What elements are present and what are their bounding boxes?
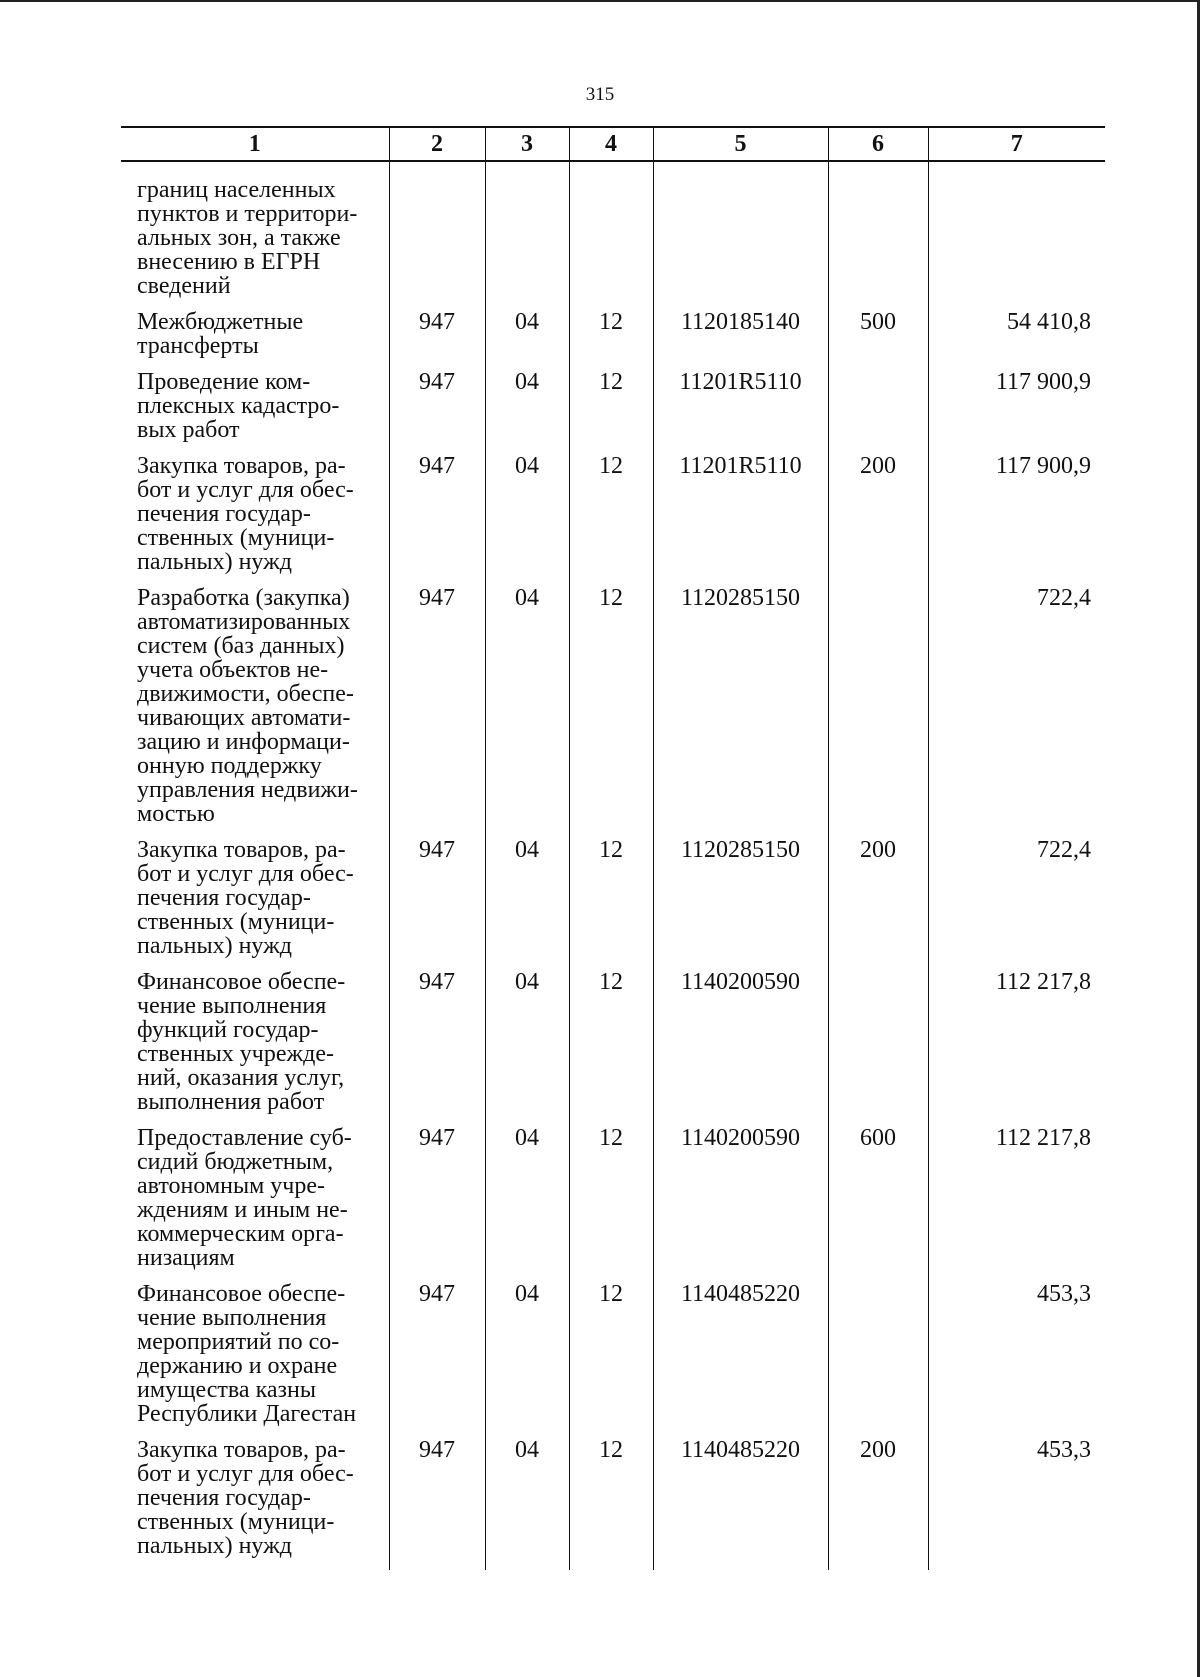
row-name-line: чение выполнения [137, 993, 327, 1019]
column-header-6: 6 [828, 127, 928, 161]
budget-table-container [121, 126, 1105, 1570]
section-cell: 04 [485, 370, 569, 454]
target-article-cell: 1140200590 [653, 1126, 828, 1282]
row-name-line: выполнения работ [137, 1089, 325, 1115]
row-name-line: пальных) нужд [137, 1533, 292, 1559]
target-article-cell: 1120285150 [653, 586, 828, 838]
admin-code-cell: 947 [389, 1126, 485, 1282]
expense-type-cell [828, 370, 928, 454]
column-header-2: 2 [389, 127, 485, 161]
expense-type-cell: 200 [828, 454, 928, 586]
row-name-cell [121, 310, 389, 370]
row-name-line: ний, оказания услуг, [137, 1065, 345, 1091]
row-name-line: ственных (муници- [137, 909, 335, 935]
row-name-line: бот и услуг для обес- [137, 1461, 354, 1487]
table-row [121, 1282, 1105, 1438]
budget-table [121, 126, 1105, 1570]
table-row [121, 310, 1105, 370]
admin-code-cell: 947 [389, 310, 485, 370]
expense-type-cell [828, 1282, 928, 1438]
admin-code-cell [389, 178, 485, 310]
row-name-cell [121, 1438, 389, 1570]
expense-type-cell: 200 [828, 838, 928, 970]
admin-code-cell: 947 [389, 1282, 485, 1438]
table-row [121, 838, 1105, 970]
amount-cell: 112 217,8 [928, 1126, 1105, 1282]
admin-code-cell: 947 [389, 454, 485, 586]
subsection-cell [569, 178, 653, 310]
row-name-line: трансферты [137, 333, 259, 359]
section-cell: 04 [485, 1282, 569, 1438]
row-name-line: управления недвижи- [137, 777, 358, 803]
row-name-line: учета объектов не- [137, 657, 329, 683]
target-article-cell [653, 178, 828, 310]
row-name-line: держанию и охране [137, 1353, 338, 1379]
row-name-line: Проведение ком- [137, 369, 311, 395]
row-name-line: Межбюджетные [137, 309, 304, 335]
row-name-line: ственных учрежде- [137, 1041, 334, 1067]
section-cell: 04 [485, 838, 569, 970]
row-name-cell [121, 370, 389, 454]
row-name-line: ждениям и иным не- [137, 1197, 348, 1223]
expense-type-cell [828, 178, 928, 310]
amount-cell: 117 900,9 [928, 454, 1105, 586]
subsection-cell: 12 [569, 838, 653, 970]
expense-type-cell: 500 [828, 310, 928, 370]
row-name-line: автоматизированных [137, 609, 351, 635]
table-row [121, 178, 1105, 310]
row-name-line: мероприятий по со- [137, 1329, 340, 1355]
admin-code-cell: 947 [389, 1438, 485, 1570]
admin-code-cell: 947 [389, 370, 485, 454]
table-row [121, 1438, 1105, 1570]
section-cell: 04 [485, 1438, 569, 1570]
row-name-line: Разработка (закупка) [137, 585, 350, 611]
row-name-line: печения государ- [137, 501, 311, 527]
row-name-line: онную поддержку [137, 753, 322, 779]
row-name-line: альных зон, а также [137, 225, 341, 251]
column-header-4: 4 [569, 127, 653, 161]
subsection-cell: 12 [569, 1126, 653, 1282]
column-header-5: 5 [653, 127, 828, 161]
row-name-line: автономным учре- [137, 1173, 326, 1199]
admin-code-cell: 947 [389, 970, 485, 1126]
column-header-3: 3 [485, 127, 569, 161]
amount-cell: 453,3 [928, 1282, 1105, 1438]
admin-code-cell: 947 [389, 586, 485, 838]
row-name-line: Предоставление суб- [137, 1125, 352, 1151]
row-name-line: чение выполнения [137, 1305, 327, 1331]
row-name-line: зацию и информаци- [137, 729, 350, 755]
row-name-line: печения государ- [137, 1485, 311, 1511]
row-name-line: движимости, обеспе- [137, 681, 354, 707]
row-name-cell [121, 970, 389, 1126]
target-article-cell: 1120285150 [653, 838, 828, 970]
amount-cell: 117 900,9 [928, 370, 1105, 454]
subsection-cell: 12 [569, 1438, 653, 1570]
table-row [121, 1126, 1105, 1282]
row-name-line: Финансовое обеспе- [137, 1281, 346, 1307]
row-name-line: бот и услуг для обес- [137, 861, 354, 887]
admin-code-cell: 947 [389, 838, 485, 970]
page-number: 315 [585, 84, 615, 105]
row-name-cell [121, 1126, 389, 1282]
row-name-line: Закупка товаров, ра- [137, 837, 346, 863]
subsection-cell: 12 [569, 454, 653, 586]
section-cell: 04 [485, 1126, 569, 1282]
row-name-line: печения государ- [137, 885, 311, 911]
table-row [121, 586, 1105, 838]
row-name-cell [121, 586, 389, 838]
section-cell: 04 [485, 310, 569, 370]
row-name-line: Закупка товаров, ра- [137, 453, 346, 479]
subsection-cell: 12 [569, 370, 653, 454]
target-article-cell: 11201R5110 [653, 454, 828, 586]
subsection-cell: 12 [569, 970, 653, 1126]
section-cell: 04 [485, 970, 569, 1126]
target-article-cell: 1140485220 [653, 1438, 828, 1570]
table-row [121, 454, 1105, 586]
row-name-line: низациям [137, 1245, 235, 1271]
column-header-7: 7 [928, 127, 1105, 161]
target-article-cell: 11201R5110 [653, 370, 828, 454]
row-name-line: плексных кадастро- [137, 393, 340, 419]
column-header-1: 1 [121, 127, 389, 161]
expense-type-cell: 200 [828, 1438, 928, 1570]
row-name-line: внесению в ЕГРН [137, 249, 321, 275]
row-name-line: пунктов и территори- [137, 201, 358, 227]
section-cell: 04 [485, 454, 569, 586]
amount-cell: 722,4 [928, 586, 1105, 838]
row-name-line: бот и услуг для обес- [137, 477, 354, 503]
section-cell [485, 178, 569, 310]
row-name-cell [121, 838, 389, 970]
page-top-border [0, 0, 1200, 2]
target-article-cell: 1120185140 [653, 310, 828, 370]
row-name-line: сидий бюджетным, [137, 1149, 334, 1175]
row-name-cell [121, 454, 389, 586]
amount-cell: 722,4 [928, 838, 1105, 970]
row-name-cell [121, 1282, 389, 1438]
table-row [121, 970, 1105, 1126]
row-name-line: систем (баз данных) [137, 633, 345, 659]
row-name-cell [121, 178, 389, 310]
subsection-cell: 12 [569, 586, 653, 838]
table-header-row [121, 127, 1105, 161]
amount-cell: 54 410,8 [928, 310, 1105, 370]
row-name-line: функций государ- [137, 1017, 319, 1043]
amount-cell: 112 217,8 [928, 970, 1105, 1126]
row-name-line: границ населенных [137, 177, 336, 203]
amount-cell [928, 178, 1105, 310]
section-cell: 04 [485, 586, 569, 838]
table-body [121, 161, 1105, 1570]
row-name-line: имущества казны [137, 1377, 316, 1403]
row-name-line: сведений [137, 273, 231, 299]
expense-type-cell: 600 [828, 1126, 928, 1282]
row-name-line: коммерческим орга- [137, 1221, 344, 1247]
target-article-cell: 1140200590 [653, 970, 828, 1126]
row-name-line: мостью [137, 801, 215, 827]
row-name-line: Республики Дагестан [137, 1401, 357, 1427]
subsection-cell: 12 [569, 1282, 653, 1438]
subsection-cell: 12 [569, 310, 653, 370]
row-name-line: ственных (муници- [137, 1509, 335, 1535]
amount-cell: 453,3 [928, 1438, 1105, 1570]
table-row [121, 370, 1105, 454]
target-article-cell: 1140485220 [653, 1282, 828, 1438]
row-name-line: чивающих автомати- [137, 705, 351, 731]
row-name-line: пальных) нужд [137, 549, 292, 575]
row-name-line: ственных (муници- [137, 525, 335, 551]
row-name-line: пальных) нужд [137, 933, 292, 959]
row-name-line: Закупка товаров, ра- [137, 1437, 346, 1463]
table-spacer-row [121, 161, 1105, 178]
row-name-line: Финансовое обеспе- [137, 969, 346, 995]
expense-type-cell [828, 970, 928, 1126]
expense-type-cell [828, 586, 928, 838]
row-name-line: вых работ [137, 417, 240, 443]
